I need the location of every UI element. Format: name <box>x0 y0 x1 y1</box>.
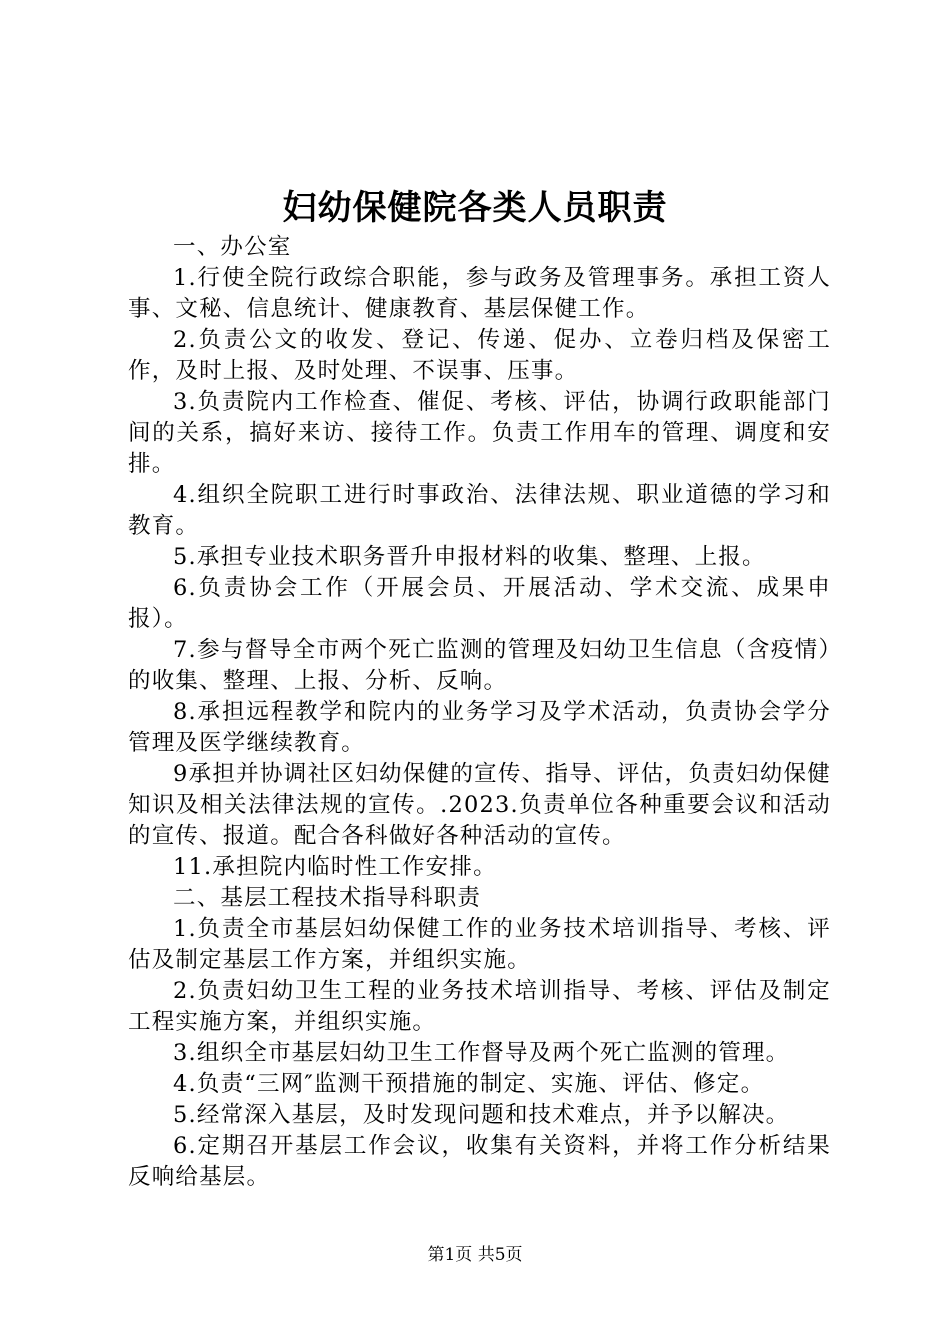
paragraph: 4.组织全院职工进行时事政治、法律法规、职业道德的学习和教育。 <box>128 482 831 539</box>
document-title: 妇幼保健院各类人员职责 <box>282 188 668 228</box>
section-heading-office: 一、办公室 <box>173 234 292 260</box>
document-body <box>128 232 831 1193</box>
paragraph: 2.负责妇幼卫生工程的业务技术培训指导、考核、评估及制定工程实施方案，并组织实施。 <box>128 978 831 1035</box>
paragraph: 8.承担远程教学和院内的业务学习及学术活动，负责协会学分管理及医学继续教育。 <box>128 699 831 756</box>
paragraph: 5.承担专业技术职务晋升申报材料的收集、整理、上报。 <box>173 544 766 570</box>
paragraph: 3.负责院内工作检查、催促、考核、评估，协调行政职能部门间的关系，搞好来访、接待工作。负责工作用车的管理、调度和安排。 <box>128 389 831 477</box>
paragraph: 1.负责全市基层妇幼保健工作的业务技术培训指导、考核、评估及制定基层工作方案，并组织实施。 <box>128 916 831 973</box>
paragraph: 1.行使全院行政综合职能，参与政务及管理事务。承担工资人事、文秘、信息统计、健康教育、基层保健工作。 <box>128 265 831 322</box>
paragraph: 5.经常深入基层，及时发现问题和技术难点，并予以解决。 <box>173 1102 790 1128</box>
paragraph: 7.参与督导全市两个死亡监测的管理及妇幼卫生信息（含疫情）的收集、整理、上报、分析、反响。 <box>128 637 831 694</box>
page-footer: 第1页 共5页 <box>427 1245 523 1265</box>
paragraph: 3.组织全市基层妇幼卫生工作督导及两个死亡监测的管理。 <box>173 1040 790 1066</box>
paragraph: 11.承担院内临时性工作安排。 <box>173 854 497 880</box>
paragraph: 2.负责公文的收发、登记、传递、促办、立卷归档及保密工作，及时上报、及时处理、不误事、压事。 <box>128 327 831 384</box>
section-heading-grassroots: 二、基层工程技术指导科职责 <box>173 885 482 911</box>
paragraph: 9承担并协调社区妇幼保健的宣传、指导、评估，负责妇幼保健知识及相关法律法规的宣传。.2023.负责单位各种重要会议和活动的宣传、报道。配合各科做好各种活动的宣传。 <box>128 761 831 849</box>
paragraph: 4.负责“三网″监测干预措施的制定、实施、评估、修定。 <box>173 1071 765 1097</box>
paragraph: 6.负责协会工作（开展会员、开展活动、学术交流、成果申报）。 <box>128 575 831 632</box>
paragraph: 6.定期召开基层工作会议，收集有关资料，并将工作分析结果反响给基层。 <box>128 1133 831 1190</box>
